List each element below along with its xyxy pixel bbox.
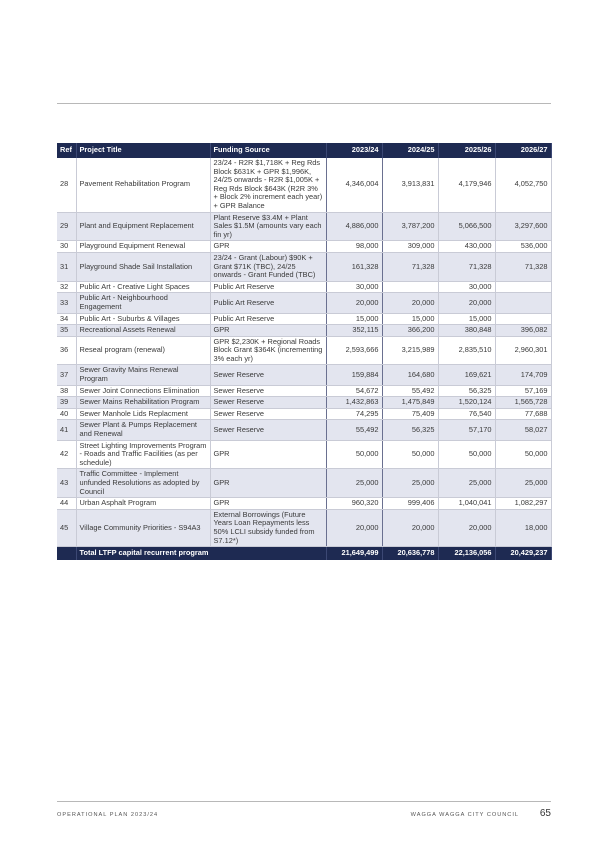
- cell-funding-source: External Borrowings (Future Years Loan Repayments less 50% LCLI subsidy funded from S7.12*): [210, 509, 326, 546]
- cell-2023-24: 4,886,000: [326, 212, 382, 241]
- header-funding-source: Funding Source: [210, 143, 326, 158]
- cell-project-title: Urban Asphalt Program: [76, 498, 210, 510]
- cell-2025-26: 169,621: [438, 365, 495, 385]
- table-row: [57, 325, 551, 337]
- cell-2026-27: 58,027: [495, 420, 551, 440]
- cell-ref: 43: [57, 469, 76, 498]
- footer-document-title: OPERATIONAL PLAN 2023/24: [57, 812, 159, 818]
- cell-2023-24: 352,115: [326, 325, 382, 337]
- cell-2023-24: 20,000: [326, 293, 382, 313]
- cell-project-title: Plant and Equipment Replacement: [76, 212, 210, 241]
- cell-2025-26: 380,848: [438, 325, 495, 337]
- table-row: [57, 158, 551, 212]
- cell-project-title: Sewer Gravity Mains Renewal Program: [76, 365, 210, 385]
- cell-project-title: Sewer Plant & Pumps Replacement and Renewal: [76, 420, 210, 440]
- cell-2025-26: 25,000: [438, 469, 495, 498]
- cell-2023-24: 20,000: [326, 509, 382, 546]
- capital-program-table-container: [57, 143, 551, 560]
- bottom-divider: [57, 801, 551, 802]
- cell-ref: 38: [57, 385, 76, 397]
- table-row: [57, 498, 551, 510]
- table-row: [57, 509, 551, 546]
- table-row: [57, 365, 551, 385]
- cell-2023-24: 159,884: [326, 365, 382, 385]
- cell-funding-source: Public Art Reserve: [210, 313, 326, 325]
- cell-2026-27: 3,297,600: [495, 212, 551, 241]
- cell-2024-25: 366,200: [382, 325, 438, 337]
- cell-2023-24: 15,000: [326, 313, 382, 325]
- cell-2023-24: 74,295: [326, 408, 382, 420]
- cell-ref: 40: [57, 408, 76, 420]
- cell-funding-source: GPR: [210, 498, 326, 510]
- page-number: 65: [539, 808, 551, 819]
- cell-ref: 32: [57, 281, 76, 293]
- cell-2024-25: 164,680: [382, 365, 438, 385]
- cell-2024-25: 20,000: [382, 509, 438, 546]
- cell-2026-27: 174,709: [495, 365, 551, 385]
- cell-ref: 42: [57, 440, 76, 469]
- header-project-title: Project Title: [76, 143, 210, 158]
- cell-project-title: Reseal program (renewal): [76, 336, 210, 365]
- cell-2023-24: 1,432,863: [326, 397, 382, 409]
- total-ref-cell: [57, 547, 76, 561]
- cell-2026-27: [495, 293, 551, 313]
- cell-2023-24: 30,000: [326, 281, 382, 293]
- cell-funding-source: GPR: [210, 440, 326, 469]
- cell-funding-source: Plant Reserve $3.4M + Plant Sales $1.5M (amounts vary each fin yr): [210, 212, 326, 241]
- cell-2025-26: 57,170: [438, 420, 495, 440]
- cell-project-title: Public Art - Neighbourhood Engagement: [76, 293, 210, 313]
- table-row: [57, 313, 551, 325]
- cell-2024-25: 71,328: [382, 252, 438, 281]
- cell-2025-26: 76,540: [438, 408, 495, 420]
- cell-2024-25: 309,000: [382, 241, 438, 253]
- cell-funding-source: Sewer Reserve: [210, 420, 326, 440]
- cell-2026-27: 71,328: [495, 252, 551, 281]
- total-2026-27: 20,429,237: [495, 547, 551, 561]
- cell-2026-27: 18,000: [495, 509, 551, 546]
- table-row: [57, 397, 551, 409]
- total-2023-24: 21,649,499: [326, 547, 382, 561]
- cell-2025-26: 4,179,946: [438, 158, 495, 212]
- cell-project-title: Playground Equipment Renewal: [76, 241, 210, 253]
- cell-funding-source: Public Art Reserve: [210, 281, 326, 293]
- cell-funding-source: Sewer Reserve: [210, 397, 326, 409]
- cell-2025-26: 5,066,500: [438, 212, 495, 241]
- cell-2023-24: 98,000: [326, 241, 382, 253]
- cell-2024-25: 999,406: [382, 498, 438, 510]
- cell-project-title: Recreational Assets Renewal: [76, 325, 210, 337]
- cell-2026-27: 536,000: [495, 241, 551, 253]
- cell-2025-26: 30,000: [438, 281, 495, 293]
- table-body: [57, 158, 551, 547]
- top-divider: [57, 103, 551, 104]
- cell-2025-26: 430,000: [438, 241, 495, 253]
- table-row: [57, 408, 551, 420]
- cell-2025-26: 2,835,510: [438, 336, 495, 365]
- total-2024-25: 20,636,778: [382, 547, 438, 561]
- cell-funding-source: Public Art Reserve: [210, 293, 326, 313]
- cell-2025-26: 20,000: [438, 509, 495, 546]
- cell-ref: 34: [57, 313, 76, 325]
- cell-funding-source: Sewer Reserve: [210, 385, 326, 397]
- cell-project-title: Public Art - Suburbs & Villages: [76, 313, 210, 325]
- cell-funding-source: Sewer Reserve: [210, 365, 326, 385]
- table-header-row: [57, 143, 551, 158]
- cell-2023-24: 50,000: [326, 440, 382, 469]
- cell-2024-25: 3,215,989: [382, 336, 438, 365]
- cell-2024-25: 55,492: [382, 385, 438, 397]
- cell-ref: 28: [57, 158, 76, 212]
- cell-2023-24: 960,320: [326, 498, 382, 510]
- cell-funding-source: GPR: [210, 241, 326, 253]
- cell-funding-source: GPR: [210, 469, 326, 498]
- cell-ref: 36: [57, 336, 76, 365]
- cell-2024-25: 3,913,831: [382, 158, 438, 212]
- cell-2024-25: 1,475,849: [382, 397, 438, 409]
- cell-2026-27: 4,052,750: [495, 158, 551, 212]
- cell-funding-source: GPR: [210, 325, 326, 337]
- cell-project-title: Traffic Committee - Implement unfunded Resolutions as adopted by Council: [76, 469, 210, 498]
- cell-2024-25: 20,000: [382, 293, 438, 313]
- table-row: [57, 212, 551, 241]
- cell-2023-24: 161,328: [326, 252, 382, 281]
- cell-ref: 37: [57, 365, 76, 385]
- header-2026-27: 2026/27: [495, 143, 551, 158]
- total-row: [57, 547, 551, 561]
- cell-ref: 45: [57, 509, 76, 546]
- cell-ref: 29: [57, 212, 76, 241]
- cell-project-title: Village Community Priorities - S94A3: [76, 509, 210, 546]
- table-row: [57, 420, 551, 440]
- table-row: [57, 252, 551, 281]
- cell-ref: 30: [57, 241, 76, 253]
- capital-program-table: [57, 143, 552, 560]
- cell-funding-source: Sewer Reserve: [210, 408, 326, 420]
- total-label: Total LTFP capital recurrent program: [76, 547, 326, 561]
- table-row: [57, 469, 551, 498]
- cell-ref: 33: [57, 293, 76, 313]
- cell-2026-27: 1,565,728: [495, 397, 551, 409]
- cell-2023-24: 54,672: [326, 385, 382, 397]
- cell-project-title: Pavement Rehabilitation Program: [76, 158, 210, 212]
- cell-project-title: Sewer Manhole Lids Replacment: [76, 408, 210, 420]
- header-2025-26: 2025/26: [438, 143, 495, 158]
- cell-funding-source: 23/24 - Grant (Labour) $90K + Grant $71K (TBC), 24/25 onwards - Grant Funded (TBC): [210, 252, 326, 281]
- cell-project-title: Street Lighting Improvements Program - Roads and Traffic Facilities (as per schedule): [76, 440, 210, 469]
- cell-2025-26: 1,520,124: [438, 397, 495, 409]
- cell-ref: 41: [57, 420, 76, 440]
- cell-2026-27: 396,082: [495, 325, 551, 337]
- header-2023-24: 2023/24: [326, 143, 382, 158]
- table-row: [57, 241, 551, 253]
- cell-2026-27: 50,000: [495, 440, 551, 469]
- cell-2026-27: 57,169: [495, 385, 551, 397]
- table-row: [57, 281, 551, 293]
- cell-project-title: Sewer Mains Rehabilitation Program: [76, 397, 210, 409]
- cell-2024-25: 50,000: [382, 440, 438, 469]
- cell-2026-27: [495, 313, 551, 325]
- cell-2026-27: [495, 281, 551, 293]
- cell-2026-27: 77,688: [495, 408, 551, 420]
- cell-2023-24: 2,593,666: [326, 336, 382, 365]
- table-row: [57, 440, 551, 469]
- cell-2023-24: 25,000: [326, 469, 382, 498]
- cell-2024-25: 25,000: [382, 469, 438, 498]
- cell-2025-26: 15,000: [438, 313, 495, 325]
- table-row: [57, 336, 551, 365]
- cell-2023-24: 4,346,004: [326, 158, 382, 212]
- cell-2025-26: 20,000: [438, 293, 495, 313]
- cell-funding-source: GPR $2,230K + Regional Roads Block Grant $364K (incrementing 3% each yr): [210, 336, 326, 365]
- cell-ref: 31: [57, 252, 76, 281]
- cell-2025-26: 71,328: [438, 252, 495, 281]
- cell-2023-24: 55,492: [326, 420, 382, 440]
- header-ref: Ref: [57, 143, 76, 158]
- cell-2024-25: 56,325: [382, 420, 438, 440]
- cell-2025-26: 50,000: [438, 440, 495, 469]
- footer-council-name: WAGGA WAGGA CITY COUNCIL: [410, 812, 519, 818]
- cell-2026-27: 1,082,297: [495, 498, 551, 510]
- cell-2026-27: 2,960,301: [495, 336, 551, 365]
- cell-2026-27: 25,000: [495, 469, 551, 498]
- cell-2024-25: 75,409: [382, 408, 438, 420]
- cell-project-title: Playground Shade Sail Installation: [76, 252, 210, 281]
- cell-2024-25: 15,000: [382, 313, 438, 325]
- cell-ref: 39: [57, 397, 76, 409]
- cell-ref: 35: [57, 325, 76, 337]
- table-row: [57, 385, 551, 397]
- cell-2024-25: 3,787,200: [382, 212, 438, 241]
- total-2025-26: 22,136,056: [438, 547, 495, 561]
- cell-project-title: Sewer Joint Connections Elimination: [76, 385, 210, 397]
- cell-2024-25: [382, 281, 438, 293]
- cell-2025-26: 56,325: [438, 385, 495, 397]
- cell-project-title: Public Art - Creative Light Spaces: [76, 281, 210, 293]
- cell-2025-26: 1,040,041: [438, 498, 495, 510]
- cell-ref: 44: [57, 498, 76, 510]
- cell-funding-source: 23/24 - R2R $1,718K + Reg Rds Block $631K + GPR $1,996K, 24/25 onwards - R2R $1,005K + Reg Rds Block $643K (R2R 3% + Block 2% increment each year) + GPR Balance: [210, 158, 326, 212]
- header-2024-25: 2024/25: [382, 143, 438, 158]
- table-row: [57, 293, 551, 313]
